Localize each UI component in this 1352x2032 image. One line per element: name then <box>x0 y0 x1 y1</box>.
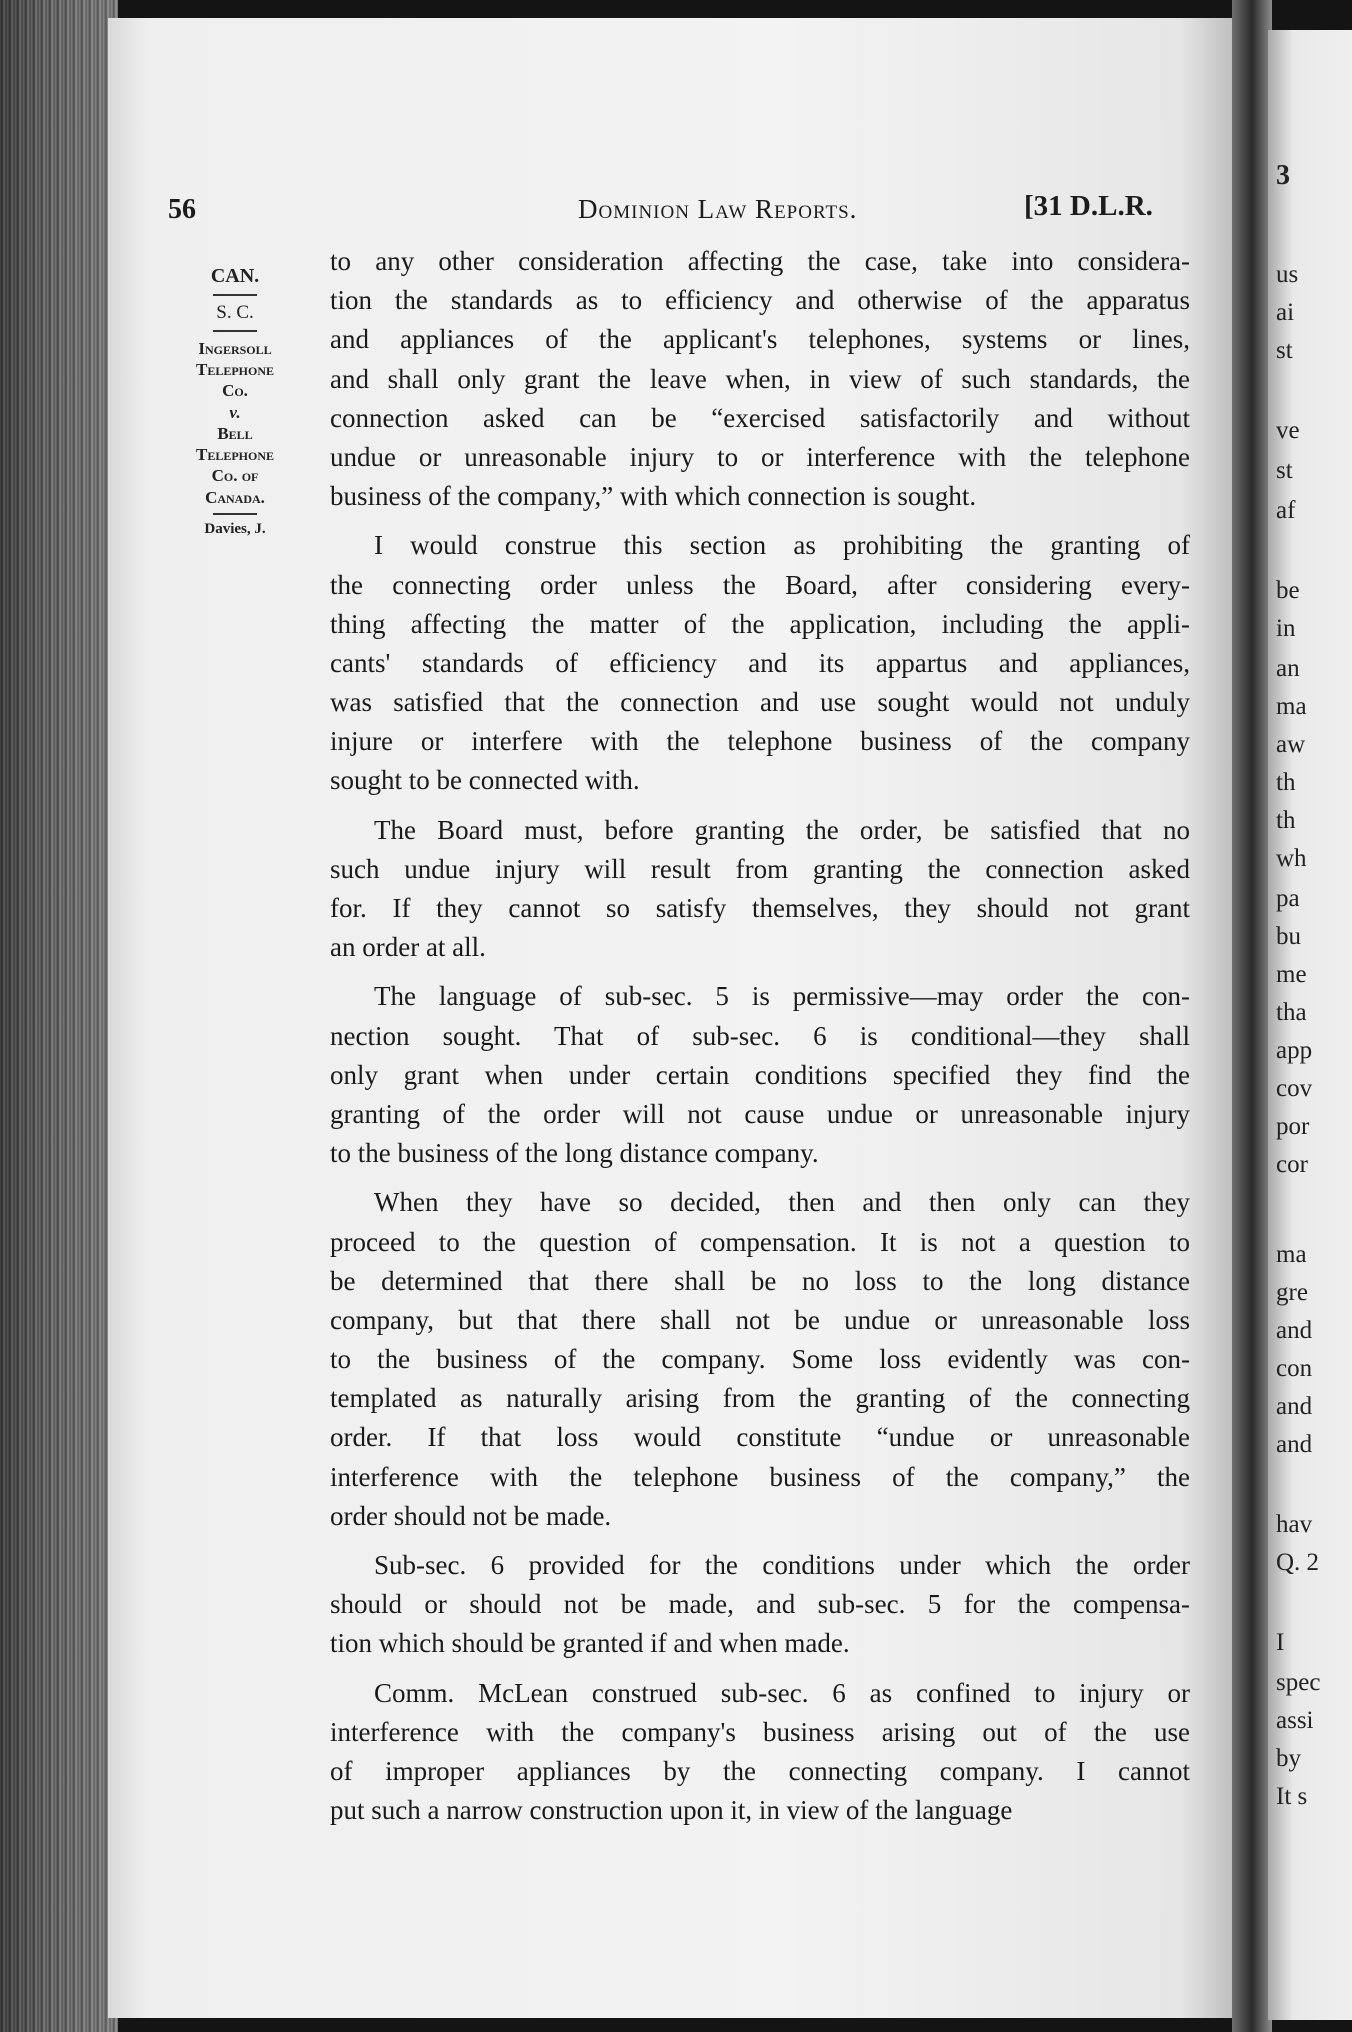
court-label: S. C. <box>216 302 254 323</box>
facing-page-text-fragment: 3 <box>1276 160 1290 191</box>
divider <box>213 294 257 296</box>
facing-page-text-fragment: in <box>1276 615 1296 642</box>
text-line: for. If they cannot so satisfy themselves, they should not grant <box>330 893 1190 923</box>
divider <box>213 330 257 332</box>
facing-page-text-fragment: app <box>1276 1037 1313 1064</box>
facing-page-text-fragment: wh <box>1276 845 1307 872</box>
paragraph-gap <box>330 1536 1190 1546</box>
facing-page-text-fragment: aw <box>1276 731 1306 758</box>
party-line: Canada. <box>205 487 265 507</box>
text-line: cants' standards of efficiency and its appartus and appliances, <box>330 647 1190 678</box>
text-line: such undue injury will result from granting the connection asked <box>330 853 1190 884</box>
facing-page-fragment <box>1268 30 1352 2020</box>
facing-page-text-fragment: tha <box>1276 999 1307 1026</box>
text-line: sought to be connected with. <box>330 765 640 796</box>
text-line: Sub-sec. 6 provided for the conditions under which the order <box>374 1550 1190 1580</box>
facing-page-text-fragment: and <box>1276 1393 1313 1420</box>
divider <box>213 513 257 515</box>
text-line: I would construe this section as prohibiting the granting of <box>374 530 1190 561</box>
case-sidenote <box>168 264 302 539</box>
facing-page-text-fragment: I <box>1276 1629 1285 1656</box>
facing-page-text-fragment: It s <box>1276 1783 1308 1810</box>
text-line: should or should not be made, and sub-sec. 5 for the compensa- <box>330 1589 1190 1620</box>
text-line: When they have so decided, then and then only can they <box>374 1187 1190 1218</box>
text-line: thing affecting the matter of the application, including the appli- <box>330 608 1190 639</box>
text-line: granting of the order will not cause undue or unreasonable injury <box>330 1098 1190 1129</box>
versus-label: v. <box>229 402 241 422</box>
paragraph-gap <box>330 1664 1190 1674</box>
facing-page-text-fragment: bu <box>1276 923 1301 950</box>
running-header <box>108 190 1236 234</box>
facing-page-text-fragment: st <box>1276 337 1293 364</box>
facing-page-text-fragment: me <box>1276 961 1307 988</box>
text-line: order. If that loss would constitute “undue or unreasonable <box>330 1422 1190 1453</box>
text-line: an order at all. <box>330 932 486 963</box>
book-page <box>108 18 1236 2018</box>
text-line: was satisfied that the connection and use sought would not unduly <box>330 687 1190 718</box>
facing-page-text-fragment: ma <box>1276 1241 1307 1268</box>
judgment-text <box>330 242 1190 1830</box>
paragraph-gap <box>330 967 1190 977</box>
facing-page-text-fragment: st <box>1276 457 1293 484</box>
paragraph-gap <box>330 1173 1190 1183</box>
text-line: Comm. McLean construed sub-sec. 6 as confined to injury or <box>374 1677 1190 1708</box>
facing-page-text-fragment: by <box>1276 1745 1301 1772</box>
text-line: to any other consideration affecting the case, take into considera- <box>330 246 1190 276</box>
text-line: tion which should be granted if and when made. <box>330 1628 850 1659</box>
facing-page-text-fragment: Q. 2 <box>1276 1549 1320 1576</box>
party-line: Bell <box>217 423 253 443</box>
volume-citation: [31 D.L.R. <box>1024 190 1153 222</box>
facing-page-text-fragment: gre <box>1276 1279 1308 1306</box>
running-title: Dominion Law Reports. <box>578 194 858 224</box>
facing-page-text-fragment: cor <box>1276 1151 1308 1178</box>
facing-page-text-fragment: be <box>1276 577 1300 604</box>
facing-page-text-fragment: hav <box>1276 1511 1313 1538</box>
text-line: the connecting order unless the Board, after considering every- <box>330 569 1190 600</box>
facing-page-text-fragment: us <box>1276 261 1299 288</box>
text-line: interference with the company's business arising out of the use <box>330 1716 1190 1747</box>
text-line: proceed to the question of compensation. It is not a question to <box>330 1226 1190 1257</box>
paragraph-gap <box>330 516 1190 526</box>
book-page-edges <box>0 0 118 2032</box>
facing-page-text-fragment: pa <box>1276 885 1300 912</box>
party-line: Ingersoll <box>198 338 272 358</box>
text-line: to the business of the company. Some loss evidently was con- <box>330 1344 1190 1375</box>
text-line: and appliances of the applicant's telephones, systems or lines, <box>330 324 1190 355</box>
text-line: templated as naturally arising from the granting of the connecting <box>330 1383 1190 1414</box>
text-line: tion the standards as to efficiency and otherwise of the apparatus <box>330 285 1190 316</box>
text-line: undue or unreasonable injury to or interference with the telephone <box>330 441 1190 472</box>
judge-label: Davies, J. <box>204 520 266 537</box>
page-number: 56 <box>168 194 196 225</box>
facing-page-text-fragment: and <box>1276 1317 1313 1344</box>
text-line: only grant when under certain conditions specified they find the <box>330 1059 1190 1090</box>
paragraph-gap <box>330 801 1190 811</box>
case-parties <box>168 338 302 508</box>
party-line: Co. of <box>211 466 259 486</box>
facing-page-text-fragment: ma <box>1276 693 1307 720</box>
facing-page-text-fragment: th <box>1276 769 1296 796</box>
text-line: The Board must, before granting the order, be satisfied that no <box>374 814 1190 845</box>
facing-page-text-fragment: con <box>1276 1355 1313 1382</box>
facing-page-text-fragment: ve <box>1276 417 1300 444</box>
facing-page-text-fragment: ai <box>1276 299 1295 326</box>
facing-page-text-fragment: af <box>1276 497 1296 524</box>
party-line: Telephone <box>195 445 275 464</box>
text-line: nection sought. That of sub-sec. 6 is conditional—they shall <box>330 1020 1190 1051</box>
text-line: to the business of the long distance company. <box>330 1138 819 1169</box>
party-line: Co. <box>222 381 248 401</box>
text-line: The language of sub-sec. 5 is permissive—may order the con- <box>374 981 1190 1012</box>
text-line: company, but that there shall not be undue or unreasonable loss <box>330 1304 1190 1335</box>
facing-page-text-fragment: cov <box>1276 1075 1313 1102</box>
party-line: Telephone <box>195 360 275 379</box>
jurisdiction-label: CAN. <box>210 265 260 287</box>
text-line: be determined that there shall be no loss to the long distance <box>330 1265 1190 1296</box>
text-line: interference with the telephone business of the company,” the <box>330 1461 1190 1492</box>
text-line: order should not be made. <box>330 1500 612 1531</box>
facing-page-text-fragment: spec <box>1276 1669 1321 1696</box>
facing-page-text-fragment: por <box>1276 1113 1310 1140</box>
text-line: connection asked can be “exercised satisfactorily and without <box>330 402 1190 433</box>
facing-page-text-fragment: th <box>1276 807 1296 834</box>
text-line: put such a narrow construction upon it, in view of the language <box>330 1795 1013 1826</box>
text-line: and shall only grant the leave when, in view of such standards, the <box>330 363 1190 394</box>
text-line: business of the company,” with which connection is sought. <box>330 481 977 512</box>
text-line: of improper appliances by the connecting company. I cannot <box>330 1755 1190 1786</box>
text-line: injure or interfere with the telephone business of the company <box>330 726 1190 757</box>
facing-page-text-fragment: assi <box>1276 1707 1314 1734</box>
facing-page-text-fragment: an <box>1276 655 1300 682</box>
facing-page-text-fragment: and <box>1276 1431 1313 1458</box>
book-gutter <box>1232 0 1272 2032</box>
